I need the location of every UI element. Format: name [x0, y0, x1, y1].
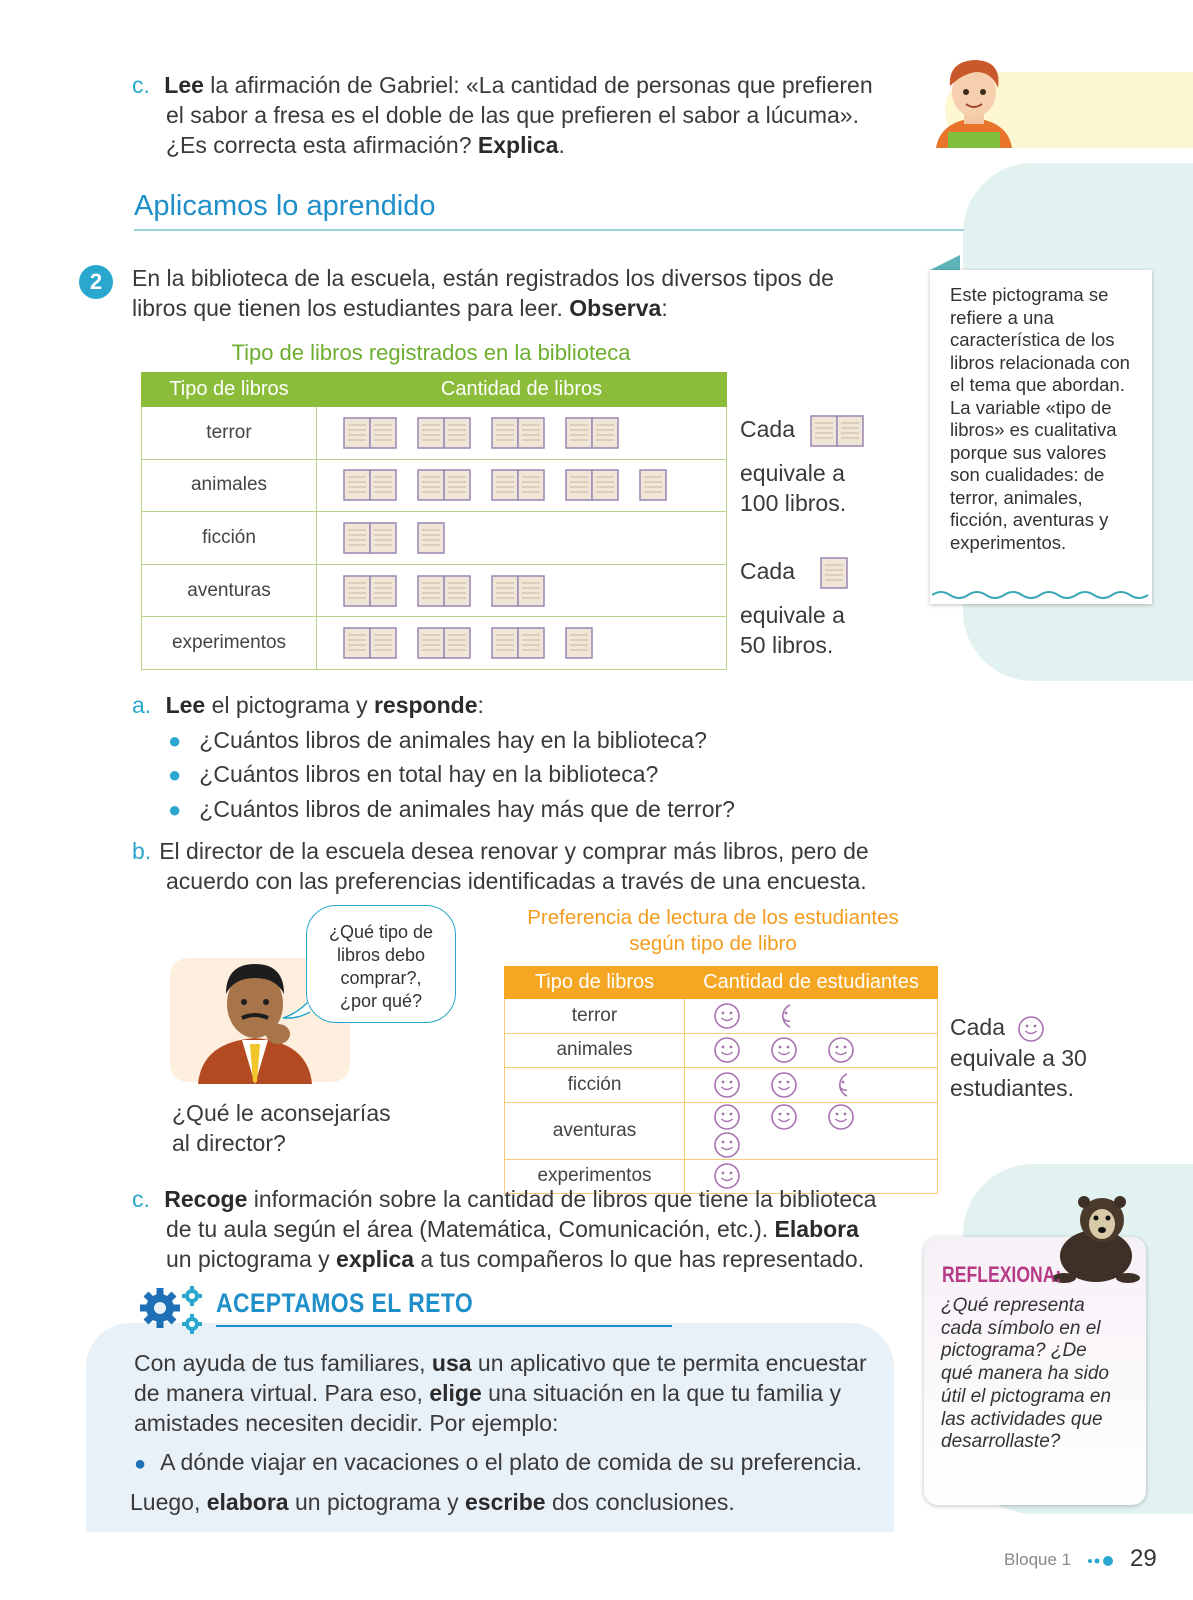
- verb-usa: usa: [431, 1350, 472, 1376]
- legend-value: estudiantes.: [950, 1074, 1075, 1101]
- pictogram-cell: [317, 407, 727, 460]
- footer-block-label: [1004, 1550, 1116, 1570]
- category-cell: ficción: [505, 1068, 685, 1103]
- smiley-face-icon: [713, 1131, 741, 1159]
- book-icon: [490, 415, 548, 451]
- smiley-face-icon: [770, 1036, 798, 1064]
- half-smiley-icon: [770, 1002, 798, 1030]
- pictogram-cell: [317, 564, 727, 617]
- question-a: [132, 690, 932, 825]
- advice-question: [172, 1098, 432, 1158]
- book-icon: [490, 625, 548, 661]
- advice-line: al director?: [172, 1130, 286, 1156]
- bullet-item: [132, 725, 932, 756]
- category-cell: terror: [505, 999, 685, 1034]
- column-header-type: Tipo de libros: [505, 967, 685, 999]
- bubble-text: ¿por qué?: [339, 991, 423, 1011]
- legend-label: Cada: [950, 1014, 1005, 1040]
- question-text-line3: ¿Es correcta esta afirmación?: [166, 132, 478, 158]
- legend-value: 100 libros.: [740, 490, 847, 516]
- category-cell: animales: [505, 1033, 685, 1068]
- question-2-line1: En la biblioteca de la escuela, están registrados los diversos tipos de: [132, 265, 834, 291]
- speech-bubble-tail: [282, 1000, 312, 1022]
- question-letter: b.: [132, 838, 152, 864]
- book-icon: [342, 573, 400, 609]
- punctuation: .: [558, 132, 565, 158]
- question-c-top: [132, 70, 932, 160]
- verb-explica: Explica: [477, 132, 559, 158]
- pictogram-cell: [685, 1068, 938, 1103]
- smiley-face-icon: [1017, 1015, 1045, 1043]
- question-text-line3: un pictograma y: [166, 1246, 337, 1272]
- category-cell: animales: [142, 459, 317, 512]
- reflect-title: REFLEXIONA:: [942, 1262, 1062, 1287]
- table-row: [505, 1033, 938, 1068]
- question-b: [132, 836, 932, 896]
- table-row: [142, 617, 727, 670]
- category-cell: aventuras: [142, 564, 317, 617]
- book-icon: [809, 414, 865, 448]
- pictogram-books-title: Tipo de libros registrados en la biblioteca: [231, 340, 631, 365]
- advice-line: ¿Qué le aconsejarías: [172, 1100, 391, 1126]
- bullet-item: [132, 794, 932, 825]
- info-card: [930, 270, 1152, 604]
- bubble-text: comprar?,: [340, 968, 422, 988]
- book-icon: [342, 467, 400, 503]
- bullet-text: A dónde viajar en vacaciones o el plato de comida de su preferencia.: [160, 1449, 863, 1475]
- book-icon: [416, 415, 474, 451]
- verb-observa: Observa: [569, 295, 662, 321]
- question-text: El director de la escuela desea renovar y comprar más libros, pero de: [159, 838, 869, 864]
- bullet-dot-icon: ●: [168, 728, 182, 753]
- legend-smiley: [950, 1012, 1130, 1103]
- question-number-badge: 2: [79, 265, 113, 299]
- pictogram-students-title: [497, 905, 929, 957]
- question-letter: a.: [132, 692, 152, 718]
- challenge-divider: [216, 1325, 672, 1327]
- challenge-line: un aplicativo que te permita encuestar: [471, 1350, 867, 1376]
- section-divider: [134, 229, 964, 231]
- question-text: información sobre la cantidad de libros que tiene la biblioteca: [247, 1186, 877, 1212]
- challenge-text: [134, 1348, 894, 1479]
- column-header-amount: Cantidad de libros: [317, 373, 727, 407]
- challenge-title: ACEPTAMOS EL RETO: [216, 1288, 474, 1318]
- speech-bubble: [306, 905, 456, 1023]
- pictogram-students-table: [504, 966, 938, 1194]
- bullet-dot-icon: ●: [168, 762, 182, 787]
- category-cell: terror: [142, 407, 317, 460]
- bubble-text: ¿Qué tipo de: [328, 922, 434, 942]
- table-row: [142, 459, 727, 512]
- book-icon: [564, 415, 622, 451]
- table-title-line: Preferencia de lectura de los estudiantes: [527, 906, 899, 929]
- smiley-face-icon: [713, 1071, 741, 1099]
- challenge-line: un pictograma y: [288, 1489, 465, 1515]
- question-2-line2: libros que tienen los estudiantes para leer.: [132, 295, 570, 321]
- half-book-icon: [819, 556, 851, 590]
- punctuation: :: [661, 295, 668, 321]
- table-row: [505, 1068, 938, 1103]
- question-text: a tus compañeros lo que has representado.: [414, 1246, 865, 1272]
- book-icon: [416, 573, 474, 609]
- smiley-face-icon: [713, 1103, 741, 1131]
- half-book-icon: [564, 625, 596, 661]
- table-row: [142, 512, 727, 565]
- book-icon: [416, 625, 474, 661]
- info-card-text: Este pictograma se refiere a una característica de los libros relacionada con el tema que abordan. La variable «tipo de libros» es cualitativa porque sus valores son cualidades: de terror, animales, ficción, aventuras y experimentos.: [950, 284, 1130, 553]
- half-book-icon: [638, 467, 670, 503]
- wave-decoration: [932, 588, 1150, 602]
- reflect-text: ¿Qué representa cada símbolo en el pictograma? ¿De qué manera ha sido útil el pictograma en las actividades que desarrollaste?: [941, 1295, 1112, 1453]
- pictogram-cell: [317, 512, 727, 565]
- question-letter: c.: [132, 1186, 150, 1212]
- legend-full-book: [740, 414, 920, 518]
- verb-elige: elige: [429, 1380, 482, 1406]
- book-icon: [342, 625, 400, 661]
- table-row: [142, 407, 727, 460]
- verb-lee: Lee: [164, 72, 204, 98]
- bullet-text: ¿Cuántos libros en total hay en la biblioteca?: [199, 761, 659, 787]
- table-title-line: según tipo de libro: [629, 932, 797, 955]
- category-cell: ficción: [142, 512, 317, 565]
- question-text: el pictograma y: [205, 692, 374, 718]
- question-text-line2: de tu aula según el área (Matemática, Comunicación, etc.).: [166, 1216, 775, 1242]
- category-cell: aventuras: [505, 1102, 685, 1159]
- challenge-line: una situación en la que tu familia y: [481, 1380, 842, 1406]
- smiley-face-icon: [827, 1036, 855, 1064]
- column-header-type: Tipo de libros: [142, 373, 317, 407]
- section-title: Aplicamos lo aprendido: [134, 190, 436, 222]
- verb-elabora: elabora: [206, 1489, 289, 1515]
- verb-lee: Lee: [165, 692, 206, 718]
- bullet-text: ¿Cuántos libros de animales hay en la biblioteca?: [199, 727, 707, 753]
- challenge-closing: [130, 1487, 890, 1517]
- legend-text: equivale a 30: [950, 1044, 1087, 1071]
- bubble-text: libros debo: [336, 945, 426, 965]
- bullet-item: [132, 759, 932, 790]
- dots-icon: [1086, 1555, 1116, 1567]
- half-book-icon: [416, 520, 448, 556]
- question-text-line2: acuerdo con las preferencias identificadas a través de una encuesta.: [166, 868, 867, 894]
- table-row: [142, 564, 727, 617]
- legend-value: 50 libros.: [740, 632, 834, 658]
- book-icon: [564, 467, 622, 503]
- book-icon: [342, 415, 400, 451]
- question-2-text: [132, 263, 932, 323]
- book-icon: [490, 573, 548, 609]
- legend-half-book: [740, 556, 920, 660]
- question-text: la afirmación de Gabriel: «La cantidad de personas que prefieren: [203, 72, 873, 98]
- legend-text: equivale a: [740, 602, 845, 628]
- challenge-line: Luego,: [130, 1489, 207, 1515]
- legend-text: equivale a: [740, 460, 845, 486]
- category-cell: experimentos: [505, 1159, 685, 1194]
- book-icon: [490, 467, 548, 503]
- bullet-text: ¿Cuántos libros de animales hay más que de terror?: [199, 796, 735, 822]
- question-text-line2: el sabor a fresa es el doble de las que prefieren el sabor a lúcuma».: [166, 102, 859, 128]
- table-row: [505, 999, 938, 1034]
- challenge-line: amistades necesiten decidir. Por ejemplo:: [134, 1410, 559, 1436]
- category-cell: experimentos: [142, 617, 317, 670]
- pictogram-cell: [317, 459, 727, 512]
- pictogram-books-table: [141, 372, 727, 670]
- verb-elabora: Elabora: [774, 1216, 859, 1242]
- column-header-amount: Cantidad de estudiantes: [685, 967, 938, 999]
- footer-block-text: Bloque 1: [1004, 1550, 1072, 1569]
- pictogram-cell: [685, 1102, 938, 1159]
- bullet-dot-icon: ●: [168, 797, 182, 822]
- challenge-bullet: [134, 1447, 894, 1479]
- question-letter: c.: [132, 72, 150, 98]
- pictogram-cell: [685, 999, 938, 1034]
- smiley-face-icon: [770, 1103, 798, 1131]
- boy-gabriel-illustration: [926, 52, 1022, 148]
- book-icon: [342, 520, 400, 556]
- verb-responde: responde: [373, 692, 478, 718]
- smiley-face-icon: [770, 1071, 798, 1099]
- info-card-fold: [930, 255, 960, 270]
- pictogram-cell: [685, 1033, 938, 1068]
- challenge-line: de manera virtual. Para eso,: [134, 1380, 430, 1406]
- challenge-line: Con ayuda de tus familiares,: [134, 1350, 432, 1376]
- half-smiley-icon: [827, 1071, 855, 1099]
- verb-recoge: Recoge: [164, 1186, 248, 1212]
- book-icon: [416, 467, 474, 503]
- pictogram-cell: [317, 617, 727, 670]
- page-number: 29: [1130, 1545, 1157, 1572]
- legend-label: Cada: [740, 416, 795, 443]
- challenge-line: dos conclusiones.: [545, 1489, 735, 1515]
- verb-explica: explica: [336, 1246, 415, 1272]
- smiley-face-icon: [713, 1036, 741, 1064]
- verb-escribe: escribe: [465, 1489, 546, 1515]
- question-c-bottom: [132, 1184, 932, 1274]
- smiley-face-icon: [713, 1002, 741, 1030]
- smiley-face-icon: [827, 1103, 855, 1131]
- bullet-dot-icon: ●: [134, 1453, 147, 1475]
- punctuation: :: [477, 692, 484, 718]
- table-row: [505, 1102, 938, 1159]
- legend-label: Cada: [740, 558, 795, 585]
- gears-icon: [134, 1282, 210, 1338]
